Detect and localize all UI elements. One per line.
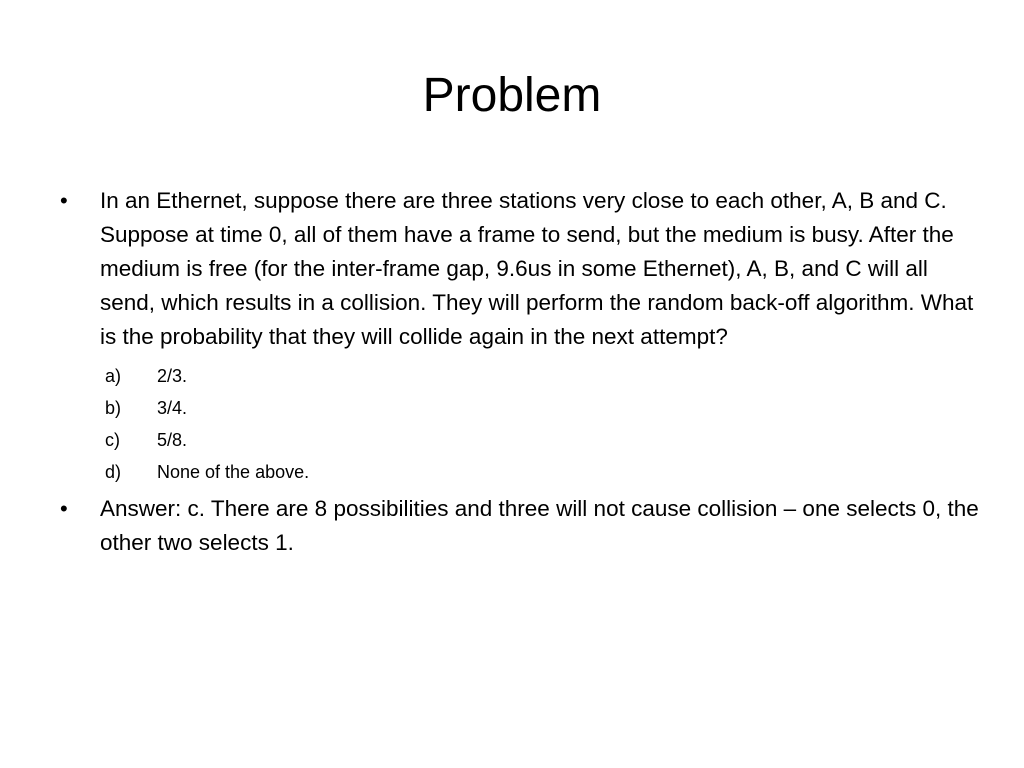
option-text: None of the above. <box>157 462 310 482</box>
option-a <box>105 360 1024 392</box>
option-marker: c) <box>105 430 120 450</box>
bullet-dot: • <box>60 496 68 521</box>
bullet-answer <box>60 492 980 560</box>
answer-options <box>0 360 1024 488</box>
option-marker: d) <box>105 462 122 482</box>
option-d <box>105 456 1024 488</box>
option-c <box>105 424 1024 456</box>
option-text: 5/8. <box>157 430 188 450</box>
option-text: 2/3. <box>157 366 188 386</box>
option-marker: b) <box>105 398 122 418</box>
option-text: 3/4. <box>157 398 188 418</box>
bullet-dot: • <box>60 188 68 213</box>
answer-text: Answer: c. There are 8 possibilities and three will not cause collision – one selects 0, the other two selects 1. <box>100 496 979 555</box>
option-b <box>105 392 1024 424</box>
slide-body <box>0 184 1024 560</box>
slide-title: Problem <box>422 69 602 122</box>
question-text: In an Ethernet, suppose there are three stations very close to each other, A, B and C. Suppose at time 0, all of them have a frame to send, but the medium is busy. After the medium is free (for the inter-frame gap, 9.6us in some Ethernet), A, B, and C will all send, which results in a collision. They will perform the random back-off algorithm. What is the probability that they will collide again in the next attempt? <box>100 188 974 349</box>
bullet-question <box>60 184 980 354</box>
option-marker: a) <box>105 366 122 386</box>
